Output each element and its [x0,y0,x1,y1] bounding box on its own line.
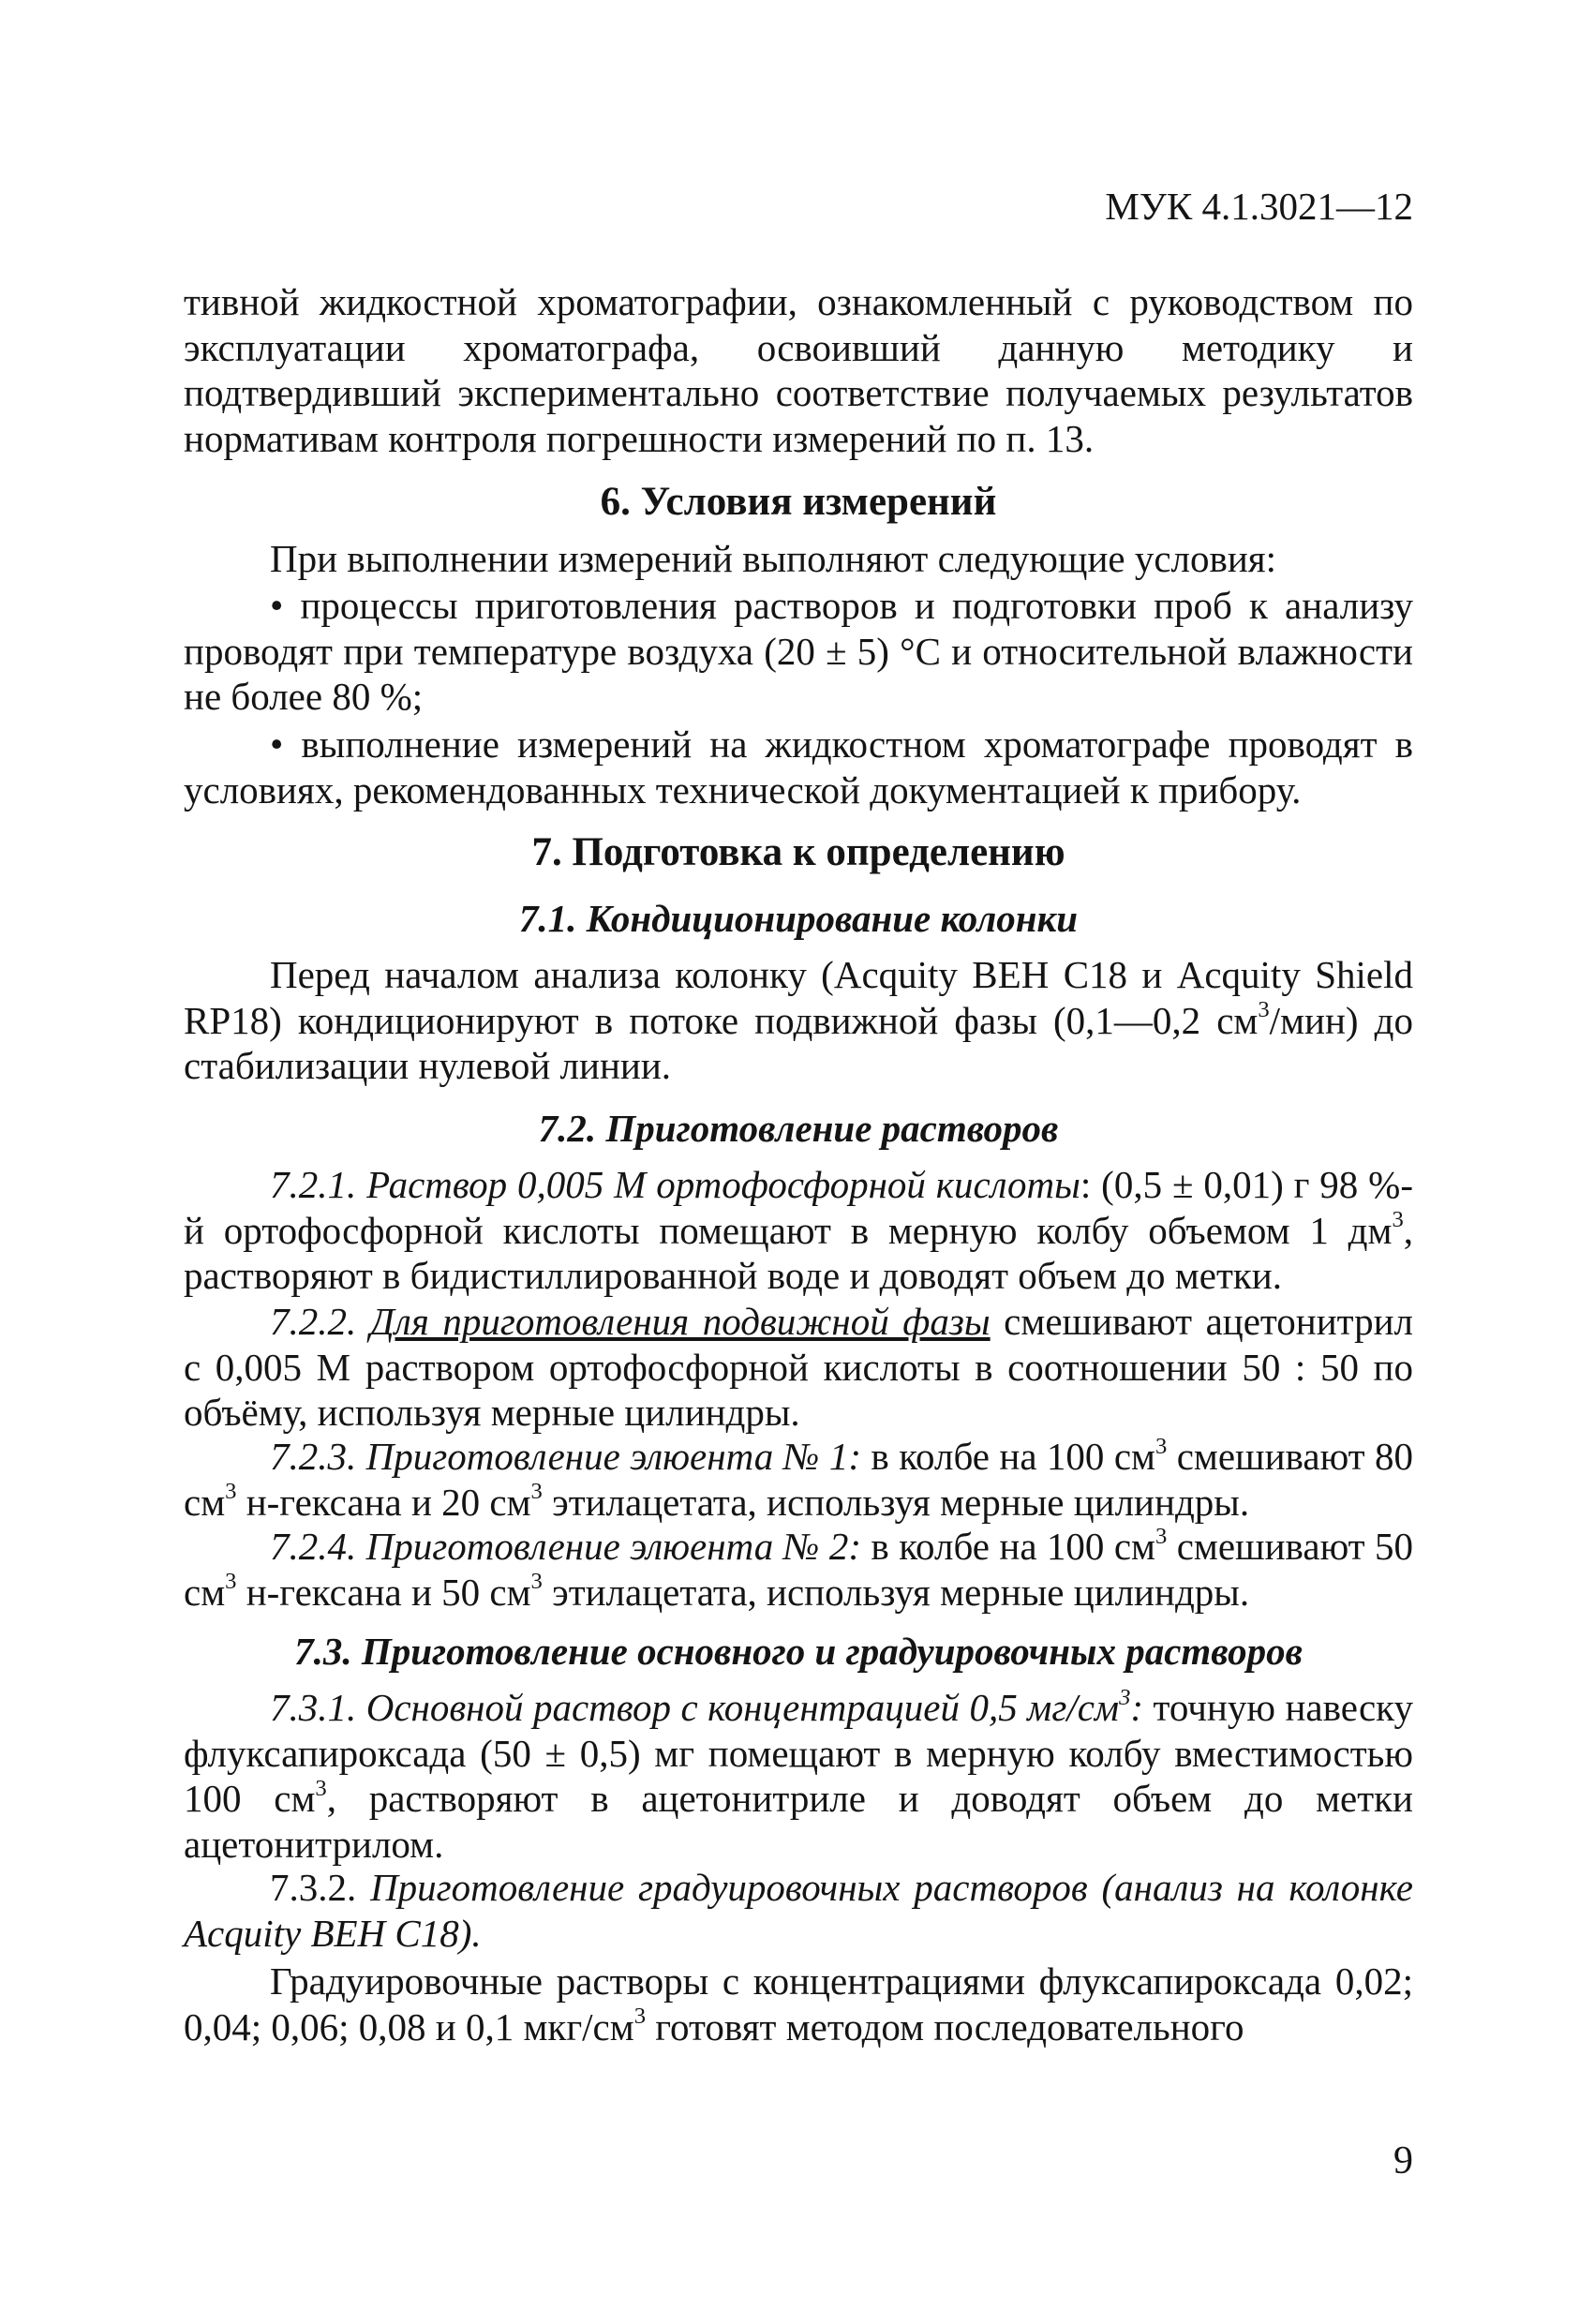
text: готовят методом последовательного [646,2004,1244,2048]
item-label: 7.3.1. Основной раствор с концентрацией 0,5 мг/см [270,1686,1120,1729]
text: Градуировочные растворы с концентрациями флуксапироксада 0,02; 0,04; 0,06; 0,08 и 0,1 мкг/см [184,1959,1413,2048]
item-label: Для приготовления подвижной фазы [369,1300,991,1343]
item-number: 7.2.2. [270,1300,370,1343]
superscript: 3 [530,1569,543,1595]
section-7-3-title: 7.3. Приготовление основного и градуировочных растворов [294,1630,1303,1673]
text: н-гексана и 20 см [236,1480,531,1524]
text: в колбе на 100 см [861,1525,1155,1568]
superscript: 3 [225,1479,237,1505]
paragraph-7-2-2 [184,1299,1413,1436]
section-6-lead: При выполнении измерений выполняют следующие условия: [270,537,1277,580]
item-label: Приготовление градуировочных растворов (анализ на колонке Acquity BEH C18). [184,1866,1414,1955]
section-7-1-paragraph [184,952,1413,1089]
paragraph-7-2-1 [184,1162,1413,1299]
superscript: 3 [1155,1433,1168,1459]
text: смешивают 80 см [184,1435,1413,1524]
superscript: 3 [633,2004,646,2030]
item-label: 7.2.4. Приготовление элюента № 2: [270,1525,862,1568]
text: в колбе на 100 см [861,1435,1155,1478]
paragraph-7-3-1 [184,1685,1413,1867]
text: этилацетата, используя мерные цилиндры. [542,1480,1250,1524]
superscript: 3 [315,1775,327,1801]
superscript: 3 [225,1569,237,1595]
intro-paragraph: тивной жидкостной хроматографии, ознакомленный с руководством по эксплуатации хроматографа, освоивший данную методику и подтвердивший экспериментально соответствие получаемых результатов нормативам контроля погрешности измерений по п. 13. [184,280,1413,460]
item-label: 7.2.1. Раствор 0,005 М ортофосфорной кислоты [270,1163,1080,1206]
text: Перед началом анализа колонку (Acquity BEH C18 и Acquity Shield RP18) кондиционируют в потоке подвижной фазы (0,1—0,2 см [184,953,1413,1042]
text: /мин) до стабилизации нулевой линии. [184,998,1413,1087]
section-7-title: 7. Подготовка к определению [531,830,1065,874]
section-7-2-title: 7.2. Приготовление растворов [538,1107,1059,1150]
item-label-end: : [1130,1686,1144,1729]
text: этилацетата, используя мерные цилиндры. [542,1570,1250,1614]
superscript: 3 [1155,1523,1168,1549]
superscript: 3 [1119,1684,1131,1710]
page-number: 9 [1393,2139,1413,2182]
text: , растворяют в бидистиллированной воде и доводят объем до метки. [184,1208,1413,1297]
text: смешивают 50 см [184,1525,1413,1614]
paragraph-7-2-3 [184,1434,1413,1525]
paragraph-calibration [184,1959,1413,2049]
text: : (0,5 ± 0,01) г 98 %-й ортофосфорной кислоты помещают в мерную колбу объемом 1 дм [184,1163,1413,1252]
document-code: МУК 4.1.3021—12 [1105,185,1413,228]
paragraph-7-2-4 [184,1524,1413,1615]
superscript: 3 [1258,997,1270,1023]
paragraph-7-3-2 [184,1865,1413,1956]
text: н-гексана и 50 см [236,1570,531,1614]
section-6-bullet-2: • выполнение измерений на жидкостном хроматографе проводят в условиях, рекомендованных технической документацией к прибору. [184,723,1413,812]
item-label: 7.2.3. Приготовление элюента № 1: [270,1435,862,1478]
section-6-title: 6. Условия измерений [600,480,997,524]
section-7-1-title: 7.1. Кондиционирование колонки [518,897,1079,940]
item-number: 7.3.2. [270,1866,371,1909]
superscript: 3 [530,1479,543,1505]
text: смешивают ацетонитрил с 0,005 М раствором ортофосфорной кислоты в соотношении 50 : 50 по объёму, используя мерные цилиндры. [184,1300,1413,1434]
section-6-bullet-1: • процессы приготовления растворов и подготовки проб к анализу проводят при температуре воздуха (20 ± 5) °С и относительной влажности не более 80 %; [184,584,1413,718]
text: точную навеску флуксапироксада (50 ± 0,5) мг помещают в мерную колбу вместимостью 100 см [184,1686,1413,1820]
text: , растворяют в ацетонитриле и доводят объем до метки ацетонитрилом. [184,1777,1413,1866]
superscript: 3 [1392,1207,1404,1233]
